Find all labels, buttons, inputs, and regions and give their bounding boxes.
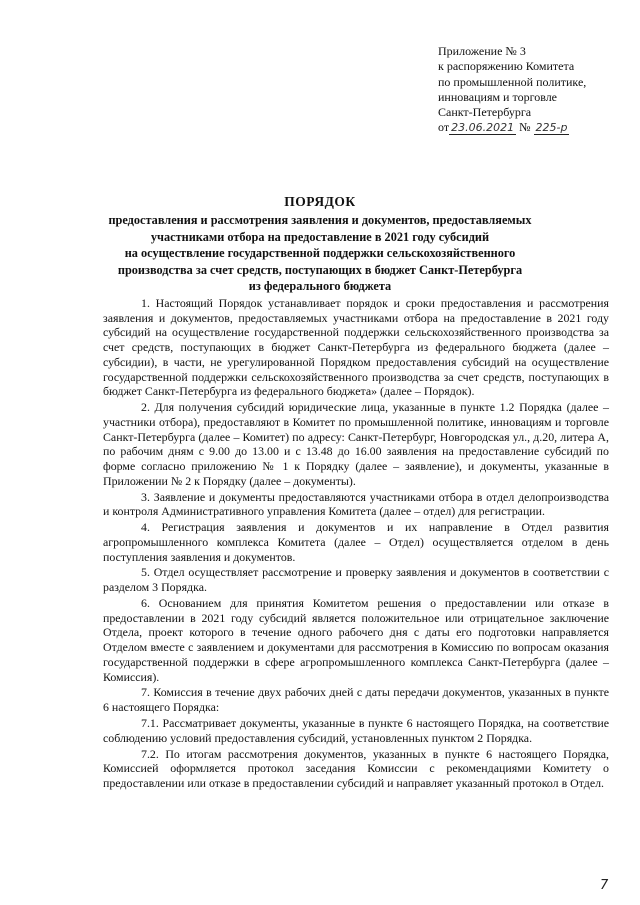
handwritten-number: 225-р bbox=[535, 121, 568, 135]
appendix-line-4: инновациям и торговле bbox=[438, 89, 558, 104]
appendix-header bbox=[438, 44, 628, 136]
title-line-5: из федерального бюджета bbox=[248, 279, 392, 294]
title-main: ПОРЯДОК bbox=[284, 194, 356, 209]
paragraph-7: 7. Комиссия в течение двух рабочих дней с даты передачи документов, указанных в пункте 6 настоящего Порядка: bbox=[103, 685, 609, 715]
paragraph-3: 3. Заявление и документы предоставляются участниками отбора в отдел делопроизводства и контроля Административного управления Комитета (далее – отдел) для регистрации. bbox=[103, 489, 609, 519]
appendix-line-1: Приложение № 3 bbox=[438, 44, 526, 58]
appendix-date-line bbox=[438, 120, 628, 135]
title-line-1: предоставления и рассмотрения заявления и документов, предоставляемых bbox=[108, 213, 532, 228]
appendix-line-3: по промышленной политике, bbox=[438, 74, 587, 89]
paragraph-7-2: 7.2. По итогам рассмотрения документов, указанных в пункте 6 настоящего Порядка, Комиссией оформляется протокол заседания Комиссии с рекомендациями Комитету о предоставлении или отказе в предоставлении субсидий и направляет указанный протокол в Отдел. bbox=[103, 746, 609, 790]
date-prefix: от bbox=[438, 120, 450, 135]
paragraph-2: 2. Для получения субсидий юридические лица, указанные в пункте 1.2 Порядка (далее – участники отбора), предоставляют в Комитет по промышленной политике, инновациям и торговле Санкт-Петербурга (далее – Комитет) по адресу: Санкт-Петербург, Новгородская ул., д.20, литера А, по рабочим дням с 9.00 до 13.00 и с 13.48 до 16.00 заявления на предоставление субсидий по форме согласно приложению № 1 к Порядку (далее – заявление), и документы, указанные в Приложении № 2 к Порядку (далее – документы). bbox=[103, 400, 609, 488]
appendix-line-5: Санкт-Петербурга bbox=[438, 105, 532, 120]
document-title bbox=[60, 194, 580, 294]
handwritten-page-mark: 7 bbox=[600, 878, 609, 893]
paragraph-7-1: 7.1. Рассматривает документы, указанные в пункте 6 настоящего Порядка, на соответствие соблюдению условий предоставления субсидий, установленных пунктом 2 Порядка. bbox=[103, 716, 609, 745]
handwritten-date: 23.06.2021 bbox=[451, 121, 515, 135]
appendix-line-2: к распоряжению Комитета bbox=[438, 59, 575, 74]
paragraph-5: 5. Отдел осуществляет рассмотрение и проверку заявления и документов в соответствии с разделом 3 Порядка. bbox=[103, 565, 609, 595]
title-line-2: участниками отбора на предоставление в 2021 году субсидий bbox=[150, 229, 490, 244]
title-line-3: на осуществление государственной поддержки сельскохозяйственного bbox=[124, 246, 516, 261]
paragraph-6: 6. Основанием для принятия Комитетом решения о предоставлении или отказе в предоставлении в 2021 году субсидий является положительное или отрицательное заключение Отдела, проект которого в течение одного рабочего дня с даты его подготовки направляется Отделом вместе с заявлением и документами для рассмотрения в Комиссию по вопросам оказания государственной поддержки в сфере агропромышленного комплекса Санкт-Петербурга (далее – Комиссия). bbox=[103, 596, 609, 684]
title-line-4: производства за счет средств, поступающих в бюджет Санкт-Петербурга bbox=[117, 262, 523, 277]
number-prefix: № bbox=[519, 120, 531, 135]
paragraph-1: 1. Настоящий Порядок устанавливает порядок и сроки предоставления и рассмотрения заявления и документов, предоставляемых участниками отбора на предоставление в 2021 году субсидий на осуществление государственной поддержки сельскохозяйственного производства за счет средств, поступающих в бюджет Санкт-Петербурга из федерального бюджета (далее – субсидии), в части, не урегулированной Порядком предоставления субсидий на осуществление государственной поддержки сельскохозяйственного производства за счет средств, поступающих в бюджет Санкт-Петербурга из федерального бюджета» (далее – Порядок). bbox=[103, 296, 609, 399]
paragraph-4: 4. Регистрация заявления и документов и их направление в Отдел развития агропромышленного комплекса Комитета (далее – Отдел) осуществляется отделом в день поступления заявления и документов. bbox=[103, 520, 609, 564]
document-body bbox=[103, 296, 609, 792]
